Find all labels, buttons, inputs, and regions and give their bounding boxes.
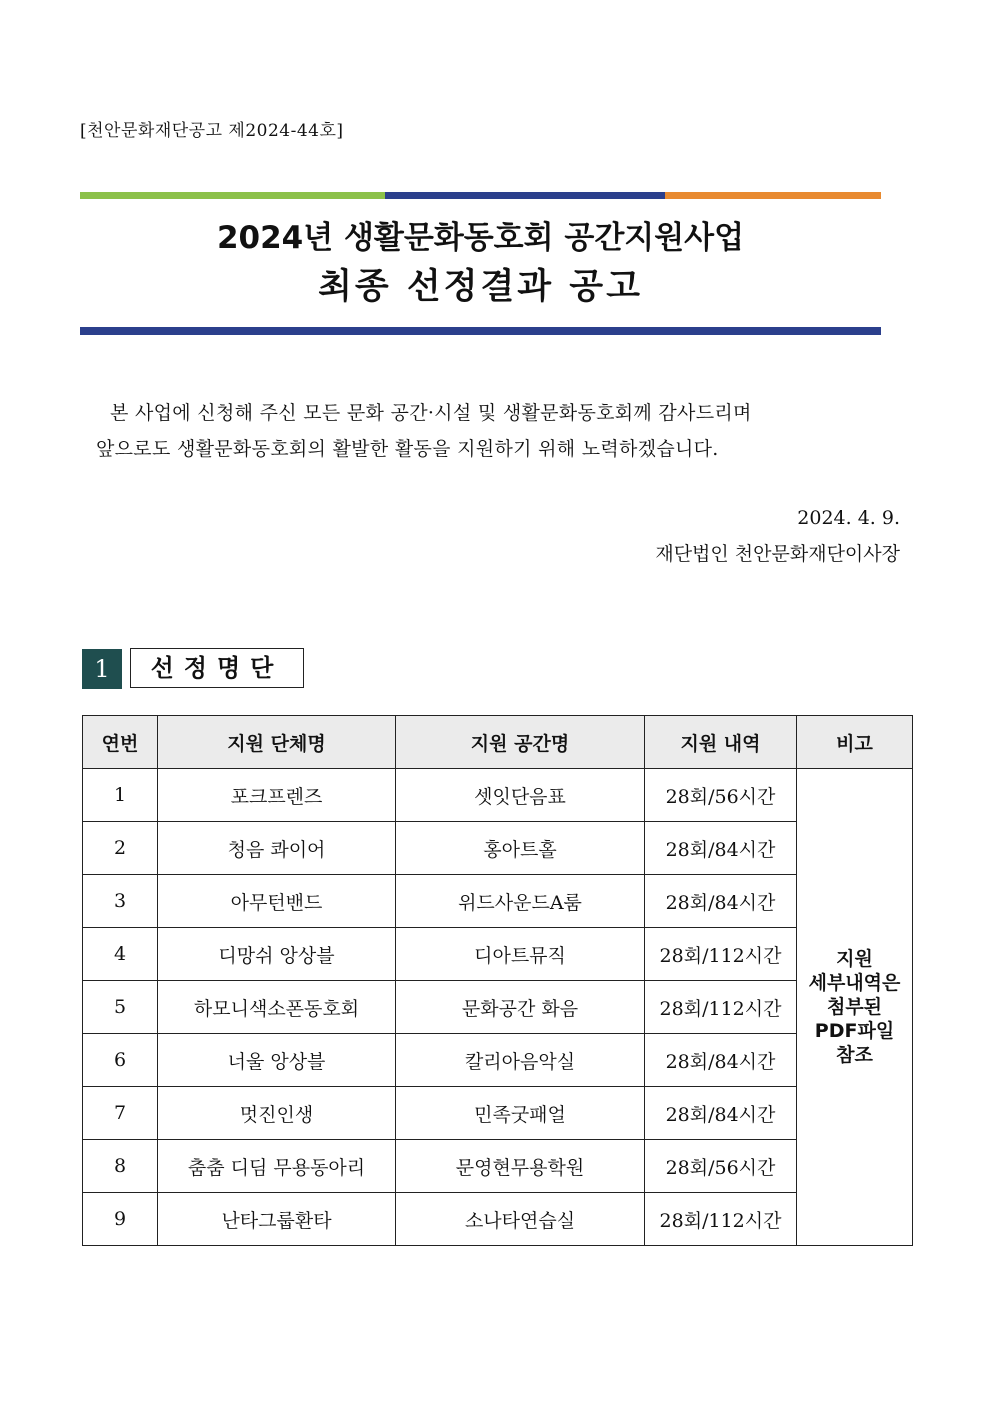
cell-space-name: 민족굿패얼 — [396, 1087, 645, 1140]
cell-no: 8 — [83, 1140, 158, 1193]
selection-table — [82, 715, 913, 1246]
color-bar-navy — [385, 192, 665, 199]
section-title: 선정명단 — [130, 648, 304, 688]
table-row — [83, 1087, 913, 1140]
color-bar-orange — [665, 192, 881, 199]
intro-line-1: 본 사업에 신청해 주신 모든 문화 공간·시설 및 생활문화동호회께 감사드리며 — [110, 402, 752, 424]
cell-group-name: 춤춤 디딤 무용동아리 — [158, 1140, 396, 1193]
intro-paragraph — [96, 395, 900, 467]
remark-line: 지원 — [836, 948, 873, 970]
remark-line: 세부내역은 — [808, 972, 901, 994]
cell-group-name: 난타그룹환타 — [158, 1193, 396, 1246]
document-title — [80, 214, 881, 312]
table-row — [83, 1193, 913, 1246]
cell-support-detail: 28회/56시간 — [645, 1140, 797, 1193]
cell-no: 4 — [83, 928, 158, 981]
cell-remark — [797, 769, 913, 1246]
table-row — [83, 822, 913, 875]
cell-support-detail: 28회/56시간 — [645, 769, 797, 822]
signature-block — [655, 500, 900, 572]
cell-no: 6 — [83, 1034, 158, 1087]
cell-support-detail: 28회/84시간 — [645, 875, 797, 928]
cell-no: 9 — [83, 1193, 158, 1246]
cell-space-name: 홍아트홀 — [396, 822, 645, 875]
color-bar-green — [80, 192, 385, 199]
cell-no: 3 — [83, 875, 158, 928]
cell-group-name: 하모니색소폰동호회 — [158, 981, 396, 1034]
table-header-row — [83, 716, 913, 769]
section-number-badge: 1 — [82, 649, 122, 689]
header-support-detail: 지원 내역 — [645, 716, 797, 769]
notice-date: 2024. 4. 9. — [797, 507, 900, 529]
cell-group-name: 포크프렌즈 — [158, 769, 396, 822]
notice-number: [천안문화재단공고 제2024-44호] — [80, 121, 344, 141]
title-line-1: 2024년 생활문화동호회 공간지원사업 — [216, 220, 745, 256]
cell-group-name: 너울 앙상블 — [158, 1034, 396, 1087]
header-space-name: 지원 공간명 — [396, 716, 645, 769]
cell-group-name: 디망쉬 앙상블 — [158, 928, 396, 981]
remark-line: 첨부된 — [826, 996, 883, 1018]
cell-no: 2 — [83, 822, 158, 875]
remark-line: PDF파일 — [814, 1020, 895, 1042]
cell-group-name: 멋진인생 — [158, 1087, 396, 1140]
title-underline-bar — [80, 327, 881, 335]
cell-group-name: 청음 콰이어 — [158, 822, 396, 875]
cell-support-detail: 28회/84시간 — [645, 822, 797, 875]
cell-no: 1 — [83, 769, 158, 822]
cell-support-detail: 28회/112시간 — [645, 928, 797, 981]
cell-no: 7 — [83, 1087, 158, 1140]
remark-line: 참조 — [836, 1044, 873, 1066]
cell-space-name: 위드사운드A룸 — [396, 875, 645, 928]
issuer-name: 재단법인 천안문화재단이사장 — [655, 543, 900, 565]
table-row — [83, 1034, 913, 1087]
cell-support-detail: 28회/112시간 — [645, 981, 797, 1034]
table-row — [83, 875, 913, 928]
title-line-2: 최종 선정결과 공고 — [318, 267, 643, 307]
cell-space-name: 셋잇단음표 — [396, 769, 645, 822]
table-row — [83, 769, 913, 822]
cell-space-name: 문화공간 화음 — [396, 981, 645, 1034]
cell-support-detail: 28회/84시간 — [645, 1034, 797, 1087]
cell-space-name: 칼리아음악실 — [396, 1034, 645, 1087]
header-color-bar — [80, 192, 881, 199]
cell-space-name: 디아트뮤직 — [396, 928, 645, 981]
header-remark: 비고 — [797, 716, 913, 769]
cell-support-detail: 28회/112시간 — [645, 1193, 797, 1246]
cell-group-name: 아무턴밴드 — [158, 875, 396, 928]
table-row — [83, 981, 913, 1034]
table-row — [83, 928, 913, 981]
cell-support-detail: 28회/84시간 — [645, 1087, 797, 1140]
cell-no: 5 — [83, 981, 158, 1034]
table-row — [83, 1140, 913, 1193]
header-group-name: 지원 단체명 — [158, 716, 396, 769]
cell-space-name: 문영현무용학원 — [396, 1140, 645, 1193]
intro-line-2: 앞으로도 생활문화동호회의 활발한 활동을 지원하기 위해 노력하겠습니다. — [96, 438, 719, 460]
header-no: 연번 — [83, 716, 158, 769]
cell-space-name: 소나타연습실 — [396, 1193, 645, 1246]
